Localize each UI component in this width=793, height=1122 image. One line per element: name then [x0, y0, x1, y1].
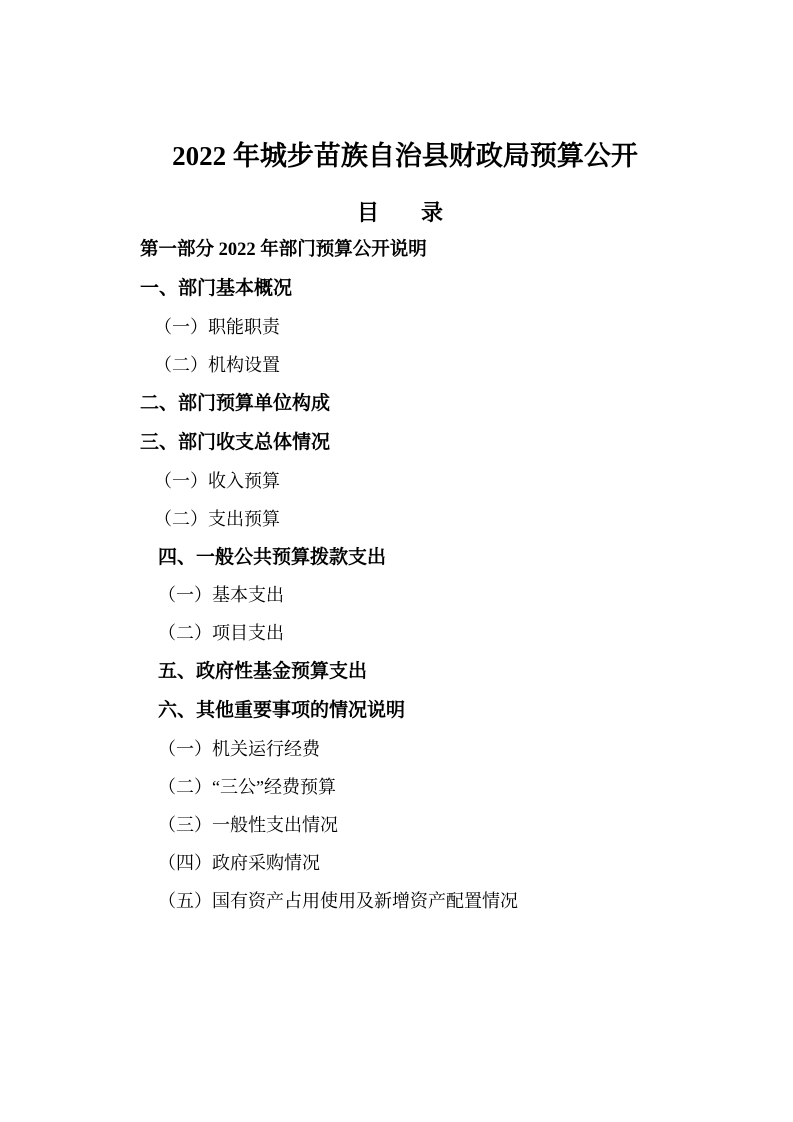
toc-entry[interactable]: （二）“三公”经费预算 — [158, 777, 336, 798]
toc-entry[interactable]: 四、一般公共预算拨款支出 — [158, 546, 387, 568]
toc-entry[interactable]: （二）项目支出 — [158, 623, 284, 644]
toc-entry[interactable]: 三、部门收支总体情况 — [140, 431, 331, 453]
toc-entry[interactable]: （一）收入预算 — [154, 470, 280, 491]
toc-entry[interactable]: 第一部分 2022 年部门预算公开说明 — [140, 239, 427, 260]
toc-entry[interactable]: （三）一般性支出情况 — [158, 814, 338, 835]
toc-entry[interactable]: （一）职能职责 — [154, 317, 280, 338]
page-title: 2022 年城步苗族自治县财政局预算公开 — [172, 141, 638, 171]
toc-heading: 目 录 — [356, 199, 453, 225]
toc-entry[interactable]: （一）机关运行经费 — [158, 739, 320, 760]
table-of-contents — [140, 241, 670, 911]
toc-entry[interactable]: 一、部门基本概况 — [140, 278, 293, 300]
toc-entry[interactable]: 五、政府性基金预算支出 — [158, 661, 368, 683]
toc-entry[interactable]: （五）国有资产占用使用及新增资产配置情况 — [158, 890, 518, 911]
toc-entry[interactable]: 二、部门预算单位构成 — [140, 392, 331, 414]
toc-entry[interactable]: （一）基本支出 — [158, 585, 284, 606]
toc-entry[interactable]: （二）支出预算 — [154, 508, 280, 529]
toc-entry[interactable]: （四）政府采购情况 — [158, 852, 320, 873]
document-body — [140, 140, 670, 930]
toc-entry[interactable]: （二）机构设置 — [154, 355, 280, 375]
toc-entry[interactable]: 六、其他重要事项的情况说明 — [158, 700, 406, 722]
